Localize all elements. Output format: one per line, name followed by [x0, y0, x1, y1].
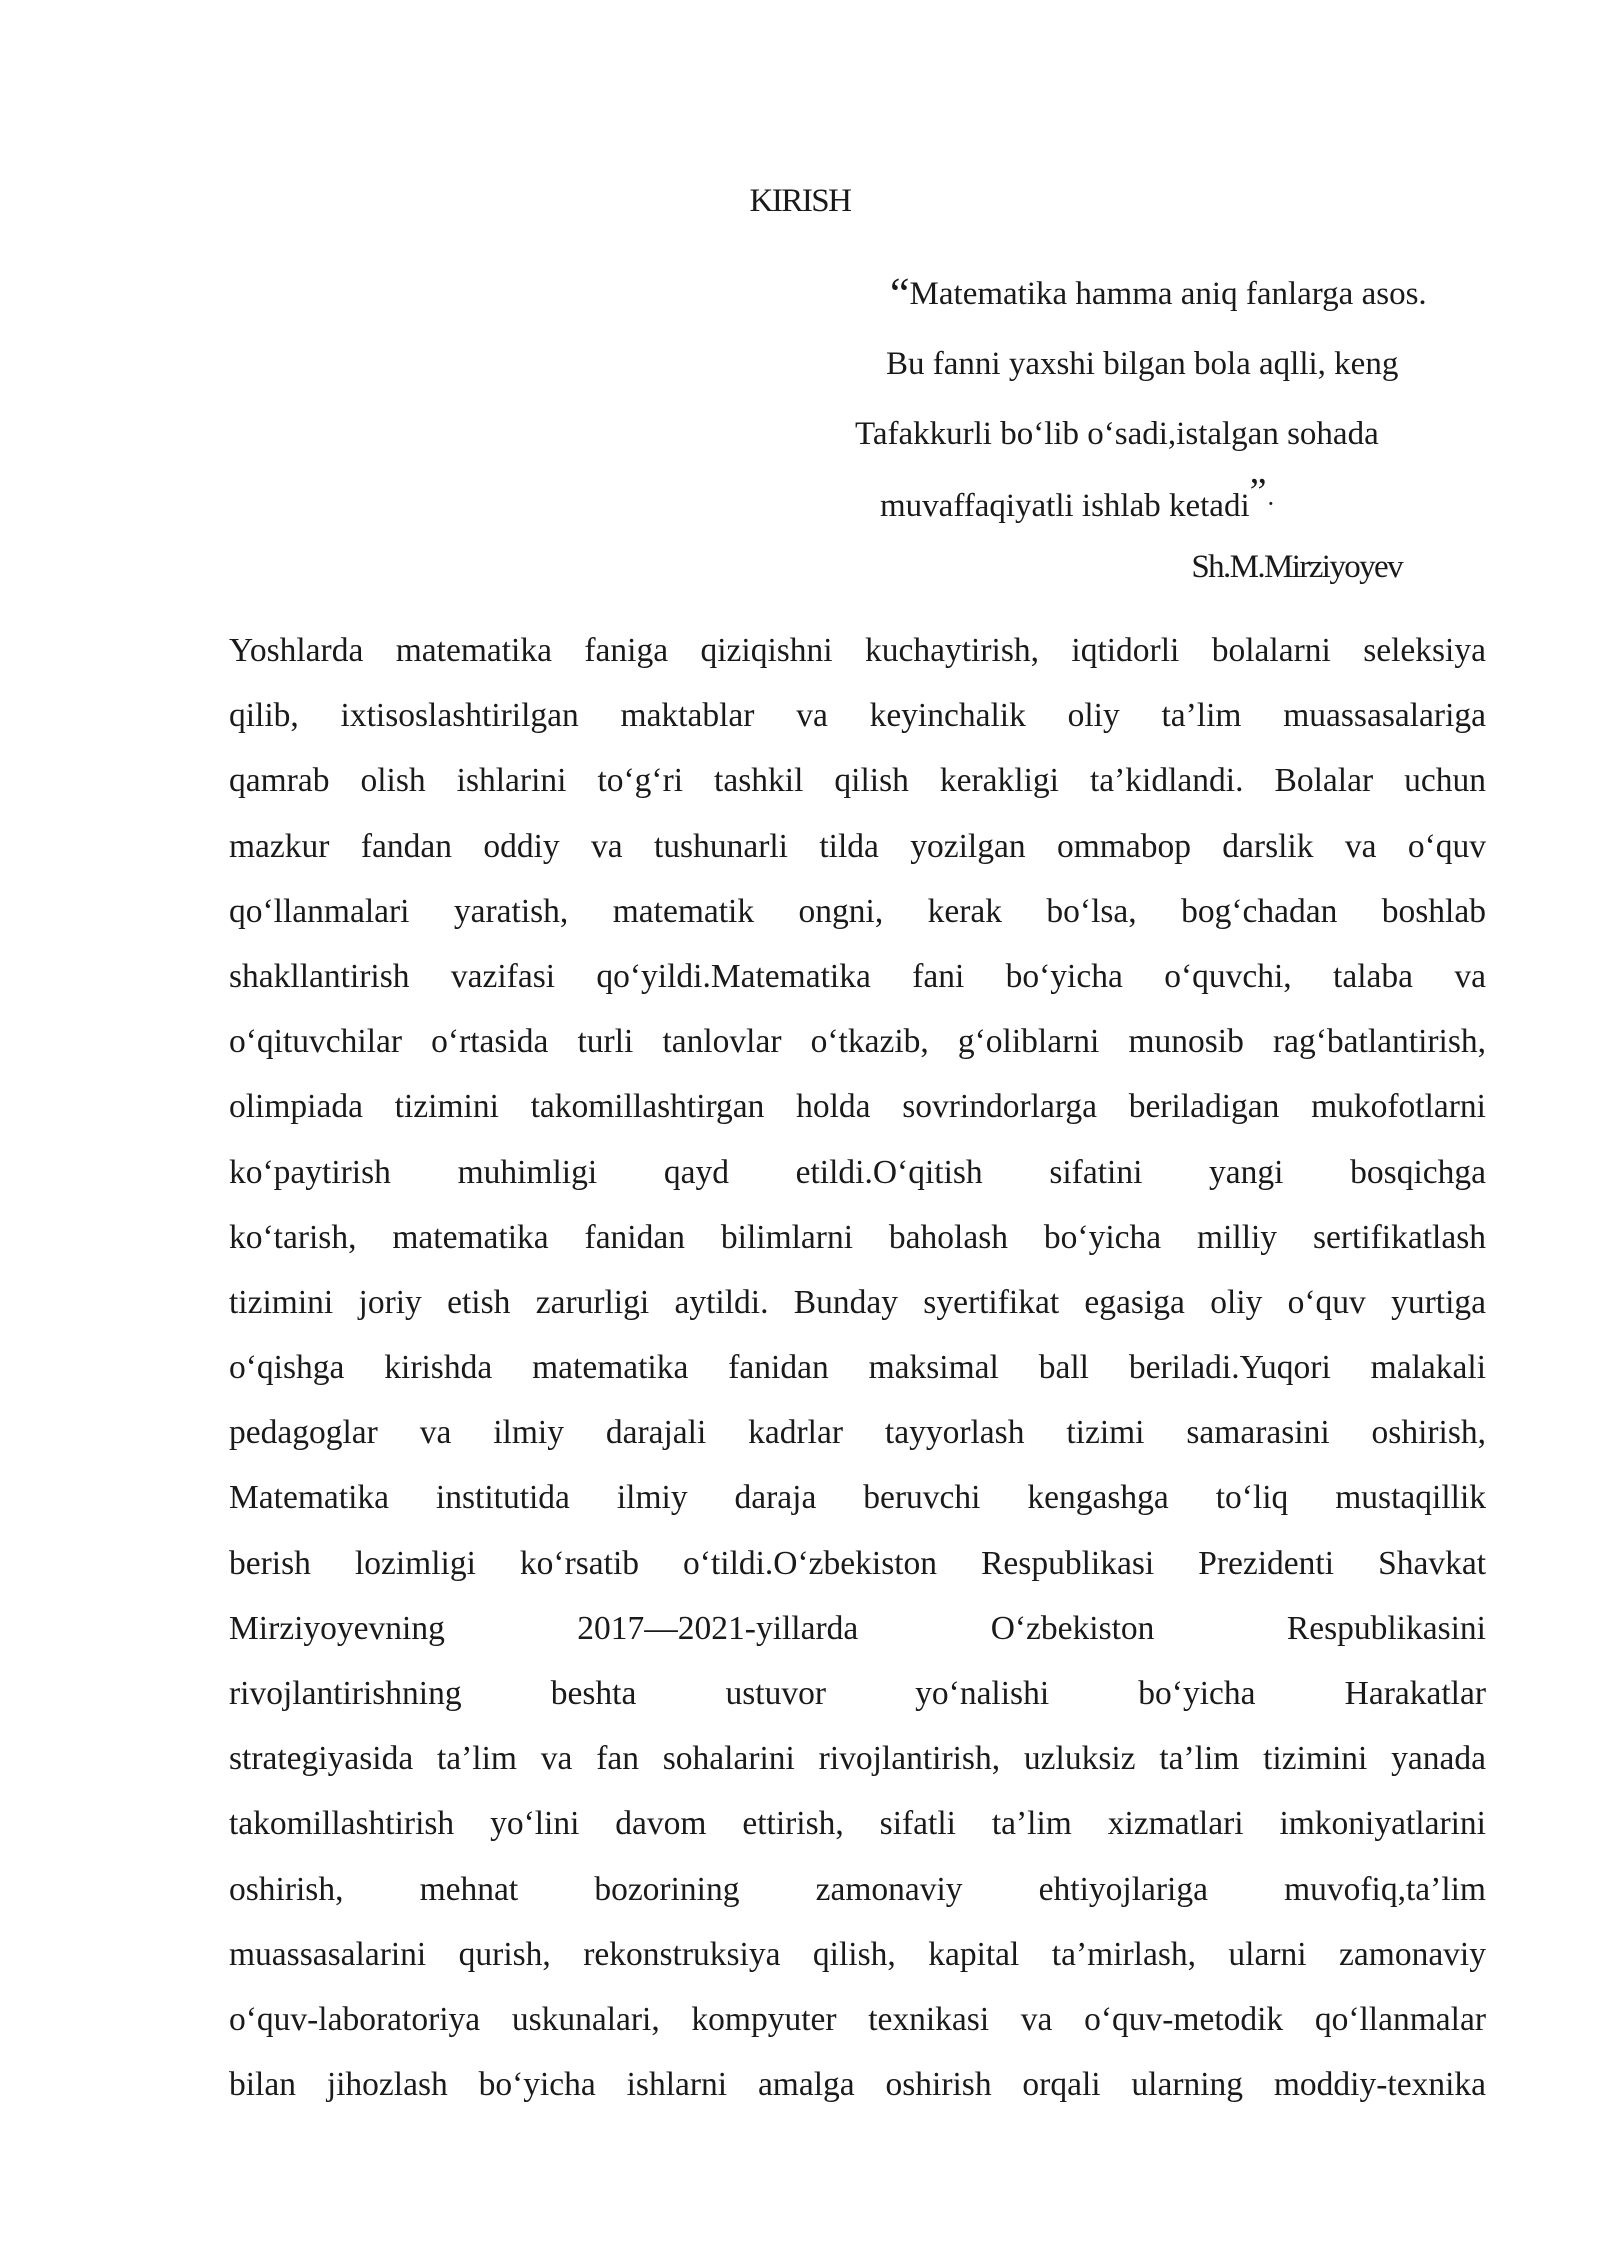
paragraph-line: qamrab olish ishlarini to‘g‘ri tashkil qilish kerakligi ta’kidlandi. Bolalar uchun	[229, 762, 1486, 800]
paragraph-line: bilan jihozlash bo‘yicha ishlarni amalga oshirish orqali ularning moddiy-texnika	[229, 2066, 1486, 2104]
paragraph-line: olimpiada tizimini takomillashtirgan holda sovrindorlarga beriladigan mukofotlarni	[229, 1088, 1486, 1126]
epigraph-line	[850, 469, 1520, 543]
body-paragraph	[229, 618, 1486, 2117]
opening-quote-mark: “	[890, 269, 910, 318]
paragraph-line: ko‘paytirish muhimligi qayd etildi.O‘qitish sifatini yangi bosqichga	[229, 1153, 1486, 1191]
paragraph-line: rivojlantirishning beshta ustuvor yo‘nalishi bo‘yicha Harakatlar	[229, 1675, 1486, 1712]
paragraph-line: takomillashtirish yo‘lini davom ettirish, sifatli ta’lim xizmatlari imkoniyatlarini	[229, 1805, 1486, 1843]
paragraph-line: Yoshlarda matematika faniga qiziqishni kuchaytirish, iqtidorli bolalarni seleksiya	[229, 632, 1486, 669]
paragraph-line: o‘qituvchilar o‘rtasida turli tanlovlar o‘tkazib, g‘oliblarni munosib rag‘batlantirish,	[229, 1023, 1486, 1061]
epigraph	[850, 255, 1520, 543]
page-heading: KIRISH	[749, 183, 851, 219]
epigraph-line-text: Matematika hamma aniq fanlarga asos.	[909, 276, 1427, 312]
paragraph-line: shakllantirish vazifasi qo‘yildi.Matematika fani bo‘yicha o‘quvchi, talaba va	[229, 957, 1486, 995]
paragraph-line: qilib, ixtisoslashtirilgan maktablar va keyinchalik oliy ta’lim muassasalariga	[229, 697, 1486, 735]
paragraph-line: tizimini joriy etish zarurligi aytildi. Bunday syertifikat egasiga oliy o‘quv yurtiga	[229, 1283, 1486, 1321]
paragraph-line: oshirish, mehnat bozorining zamonaviy ehtiyojlariga muvofiq,ta’lim	[229, 1870, 1486, 1908]
epigraph-line: Bu fanni yaxshi bilgan bola aqlli, keng	[886, 346, 1399, 382]
paragraph-line: pedagoglar va ilmiy darajali kadrlar tayyorlash tizimi samarasini oshirish,	[229, 1414, 1486, 1452]
epigraph-end-dot: ·	[1266, 489, 1276, 518]
paragraph-line: strategiyasida ta’lim va fan sohalarini rivojlantirish, uzluksiz ta’lim tizimini yanada	[229, 1740, 1486, 1778]
paragraph-line: o‘qishga kirishda matematika fanidan maksimal ball beriladi.Yuqori malakali	[229, 1349, 1486, 1387]
paragraph-line: Mirziyoyevning 2017—2021-yillarda O‘zbekiston Respublikasini	[229, 1609, 1486, 1647]
paragraph-line: Matematika institutida ilmiy daraja beruvchi kengashga to‘liq mustaqillik	[229, 1479, 1486, 1517]
paragraph-line: mazkur fandan oddiy va tushunarli tilda yozilgan ommabop darslik va o‘quv	[229, 827, 1486, 865]
epigraph-line-text: muvaffaqiyatli ishlab ketadi	[880, 488, 1250, 524]
epigraph-line	[850, 255, 1520, 329]
closing-quote-mark: ”	[1249, 471, 1267, 513]
epigraph-author: Sh.M.Mirziyoyev	[1191, 549, 1402, 585]
paragraph-line: o‘quv-laboratoriya uskunalari, kompyuter texnikasi va o‘quv-metodik qo‘llanmalar	[229, 2000, 1486, 2038]
paragraph-line: muassasalarini qurish, rekonstruksiya qilish, kapital ta’mirlash, ularni zamonaviy	[229, 1935, 1486, 1973]
paragraph-line: ko‘tarish, matematika fanidan bilimlarni baholash bo‘yicha milliy sertifikatlash	[229, 1218, 1486, 1256]
epigraph-line: Tafakkurli bo‘lib o‘sadi,istalgan sohada	[855, 416, 1379, 452]
paragraph-line: qo‘llanmalari yaratish, matematik ongni, kerak bo‘lsa, bog‘chadan boshlab	[229, 892, 1486, 930]
paragraph-line: berish lozimligi ko‘rsatib o‘tildi.O‘zbekiston Respublikasi Prezidenti Shavkat	[229, 1544, 1486, 1582]
